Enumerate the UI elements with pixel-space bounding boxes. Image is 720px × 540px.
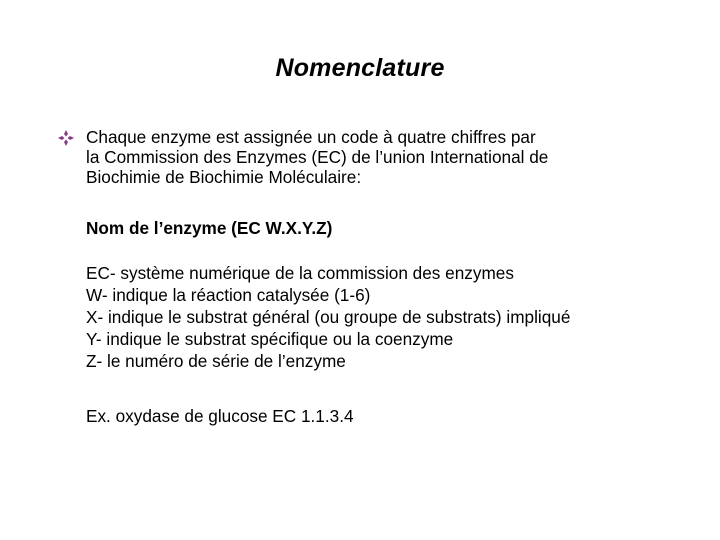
definition-item: W- indique la réaction catalysée (1-6) (86, 285, 371, 305)
slide-title: Nomenclature (275, 54, 445, 82)
intro-paragraph (86, 127, 548, 187)
intro-line: la Commission des Enzymes (EC) de l’union International de (86, 147, 549, 167)
intro-line: Chaque enzyme est assignée un code à quatre chiffres par (86, 127, 536, 147)
definition-item: Z- le numéro de série de l’enzyme (86, 351, 346, 371)
definition-list (86, 262, 570, 372)
intro-line: Biochimie de Biochimie Moléculaire: (86, 167, 362, 187)
diamond-bullet-icon (58, 130, 74, 146)
definition-item: EC- système numérique de la commission des enzymes (86, 263, 514, 283)
definition-item: X- indique le substrat général (ou groupe de substrats) impliqué (86, 307, 571, 327)
enzyme-name-heading: Nom de l’enzyme (EC W.X.Y.Z) (86, 218, 333, 238)
definition-item: Y- indique le substrat spécifique ou la coenzyme (86, 329, 454, 349)
example-line: Ex. oxydase de glucose EC 1.1.3.4 (86, 406, 354, 426)
